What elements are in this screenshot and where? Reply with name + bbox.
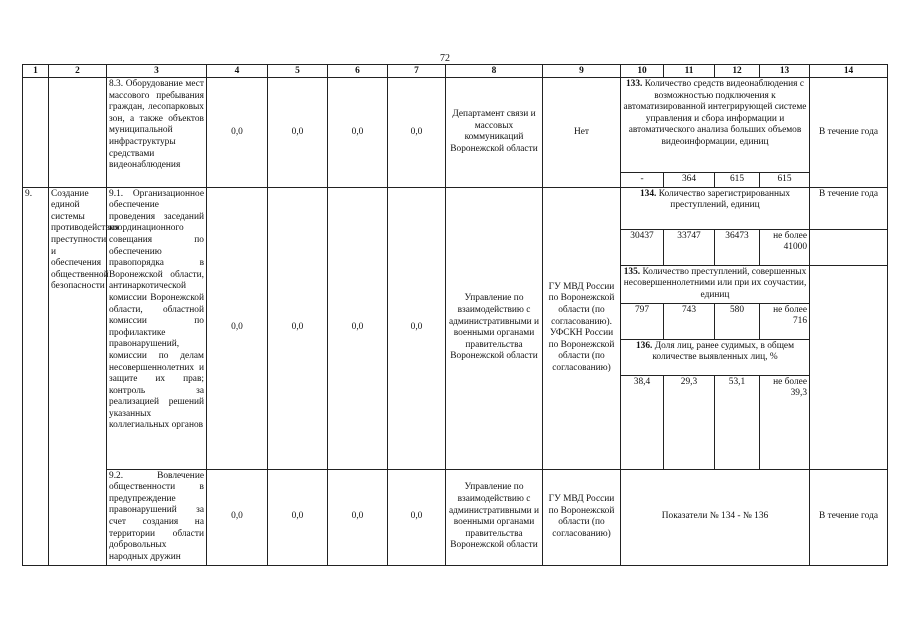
header-cell: 9 — [543, 65, 621, 78]
table-row — [23, 187, 888, 229]
indicator-text: Количество средств видеонаблюдения с возможностью подключения к автоматизированной интегрирующей системе управления и сбора информации и автоматического анализа больших объемов видеоинформации, единиц — [623, 79, 807, 147]
funding-cell: 0,0 — [207, 469, 268, 565]
header-cell: 7 — [388, 65, 446, 78]
indicator-number: 134. — [639, 188, 657, 199]
activity-cell: 8.3. Оборудование мест массового пребывания граждан, лесопарковых зон, а также объектов муниципальной инфраструктуры средствами видеонаблюдения — [107, 78, 207, 188]
header-cell: 3 — [107, 65, 207, 78]
funding-cell: 0,0 — [328, 187, 388, 469]
term-cell — [810, 229, 888, 265]
page-number: 72 — [440, 53, 450, 64]
term-cell: В течение года — [810, 469, 888, 565]
funding-cell: 0,0 — [388, 78, 446, 188]
value-cell: 33747 — [664, 229, 715, 265]
activity-cell: 9.2. Вовлечение общественности в предупреждение правонарушений за счет создания на территории области добровольных народных дружин — [107, 469, 207, 565]
coexecutor-cell: ГУ МВД России по Воронежской области (по согласованию) — [543, 469, 621, 565]
indicator-name-cell — [621, 187, 810, 229]
funding-cell: 0,0 — [268, 187, 328, 469]
task-cell: Создание единой системы противодействия преступности и обеспечения общественной безопасности — [49, 187, 107, 565]
indicator-number: 135. — [623, 266, 641, 277]
value-cell: 38,4 — [621, 375, 664, 469]
header-cell: 5 — [268, 65, 328, 78]
value-cell: 29,3 — [664, 375, 715, 469]
indicators-ref-cell: Показатели № 134 - № 136 — [621, 469, 810, 565]
header-cell: 12 — [715, 65, 760, 78]
header-row — [23, 65, 888, 78]
task-cell — [49, 78, 107, 188]
value-cell: 580 — [715, 303, 760, 339]
funding-cell: 0,0 — [388, 187, 446, 469]
funding-cell: 0,0 — [268, 469, 328, 565]
activity-cell: 9.1. Организационное обеспечение проведения заседаний координационного совещания по обеспечению правопорядка в Воронежской области, антинаркотической комиссии Воронежской области, областной комиссии по профилактике правонарушений, комиссии по делам несовершеннолетних и защите их прав; контроль за реализацией решений указанных коллегиальных органов — [107, 187, 207, 469]
table-row — [23, 78, 888, 173]
coexecutor-cell: ГУ МВД России по Воронежской области (по согласованию). УФСКН России по Воронежской области (по согласованию) — [543, 187, 621, 469]
funding-cell: 0,0 — [268, 78, 328, 188]
indicator-name-cell — [621, 265, 810, 303]
indicator-number: 136. — [635, 340, 653, 351]
funding-cell: 0,0 — [207, 187, 268, 469]
value-cell: не более 39,3 — [760, 375, 810, 469]
value-cell: 53,1 — [715, 375, 760, 469]
value-cell: не более 716 — [760, 303, 810, 339]
coexecutor-cell: Нет — [543, 78, 621, 188]
executor-cell: Управление по взаимодействию с административными и военными органами правительства Воронежской области — [446, 469, 543, 565]
indicator-name-cell — [621, 78, 810, 173]
program-table — [22, 64, 888, 566]
header-cell: 6 — [328, 65, 388, 78]
value-cell: - — [621, 173, 664, 188]
row-number-cell: 9. — [23, 187, 49, 565]
funding-cell: 0,0 — [328, 78, 388, 188]
value-cell: 615 — [760, 173, 810, 188]
executor-cell: Департамент связи и массовых коммуникаций Воронежской области — [446, 78, 543, 188]
value-cell: 797 — [621, 303, 664, 339]
indicator-text: Количество преступлений, совершенных несовершеннолетними или при их соучастии, единиц — [623, 266, 807, 300]
value-cell: 36473 — [715, 229, 760, 265]
term-cell: В течение года — [810, 187, 888, 229]
header-cell: 1 — [23, 65, 49, 78]
value-cell: 30437 — [621, 229, 664, 265]
row-number-cell — [23, 78, 49, 188]
table-row — [23, 469, 888, 565]
header-cell: 8 — [446, 65, 543, 78]
header-cell: 14 — [810, 65, 888, 78]
header-cell: 2 — [49, 65, 107, 78]
header-cell: 11 — [664, 65, 715, 78]
indicator-text: Количество зарегистрированных преступлений, единиц — [656, 188, 791, 211]
funding-cell: 0,0 — [207, 78, 268, 188]
term-cell — [810, 265, 888, 469]
funding-cell: 0,0 — [388, 469, 446, 565]
executor-cell: Управление по взаимодействию с административными и военными органами правительства Воронежской области — [446, 187, 543, 469]
term-cell: В течение года — [810, 78, 888, 188]
value-cell: не более 41000 — [760, 229, 810, 265]
indicator-text: Доля лиц, ранее судимых, в общем количестве выявленных лиц, % — [652, 340, 795, 363]
funding-cell: 0,0 — [328, 469, 388, 565]
header-cell: 4 — [207, 65, 268, 78]
indicator-name-cell — [621, 339, 810, 375]
indicator-number: 133. — [625, 79, 643, 89]
value-cell: 743 — [664, 303, 715, 339]
value-cell: 615 — [715, 173, 760, 188]
header-cell: 10 — [621, 65, 664, 78]
header-cell: 13 — [760, 65, 810, 78]
value-cell: 364 — [664, 173, 715, 188]
